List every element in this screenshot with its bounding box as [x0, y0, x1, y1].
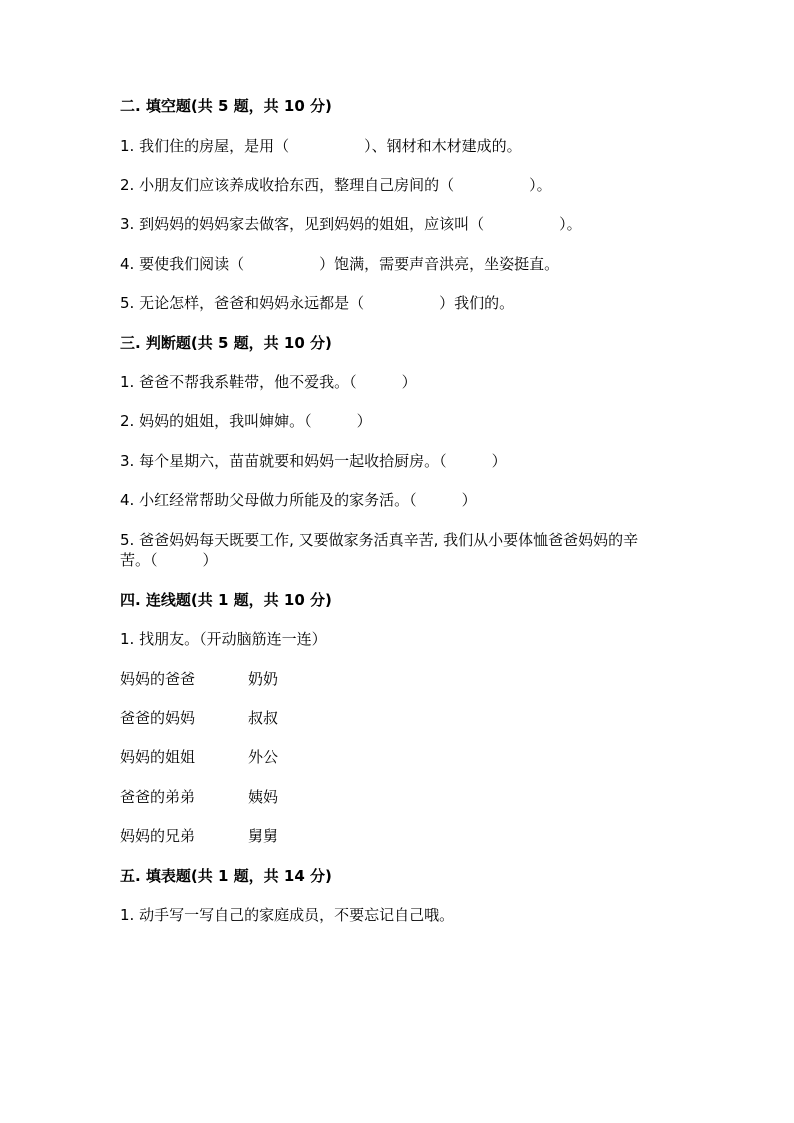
judge-question-4: 4. 小红经常帮助父母做力所能及的家务活。（ ）: [120, 491, 477, 509]
fill-question-2: 2. 小朋友们应该养成收拾东西，整理自己房间的（ ）。: [120, 176, 552, 194]
match-left-item: 妈妈的兄弟: [120, 827, 196, 845]
match-right-item: 叔叔: [248, 709, 279, 727]
match-right-item: 外公: [248, 748, 279, 766]
section-3-heading: 三. 判断题(共 5 题，共 10 分): [120, 334, 332, 352]
fill-question-5: 5. 无论怎样，爸爸和妈妈永远都是（ ）我们的。: [120, 294, 515, 312]
judge-question-3: 3. 每个星期六，苗苗就要和妈妈一起收拾厨房。（ ）: [120, 452, 507, 470]
judge-question-2: 2. 妈妈的姐姐，我叫婶婶。（ ）: [120, 412, 372, 430]
match-left-item: 妈妈的爸爸: [120, 670, 196, 688]
fill-question-3: 3. 到妈妈的妈妈家去做客，见到妈妈的姐姐，应该叫（ ）。: [120, 215, 582, 233]
match-question-1: 1. 找朋友。（开动脑筋连一连）: [120, 630, 327, 648]
table-question-1: 1. 动手写一写自己的家庭成员，不要忘记自己哦。: [120, 906, 455, 924]
match-right-item: 奶奶: [248, 670, 279, 688]
section-4-heading: 四. 连线题(共 1 题，共 10 分): [120, 591, 332, 609]
match-left-item: 妈妈的姐姐: [120, 748, 196, 766]
section-5-heading: 五. 填表题(共 1 题，共 14 分): [120, 867, 332, 885]
match-right-item: 姨妈: [248, 788, 279, 806]
judge-question-5-line-1: 5. 爸爸妈妈每天既要工作, 又要做家务活真辛苦, 我们从小要体恤爸爸妈妈的辛: [120, 531, 639, 549]
match-left-item: 爸爸的妈妈: [120, 709, 196, 727]
section-2-heading: 二. 填空题(共 5 题，共 10 分): [120, 97, 332, 115]
match-right-item: 舅舅: [248, 827, 279, 845]
fill-question-4: 4. 要使我们阅读（ ）饱满，需要声音洪亮，坐姿挺直。: [120, 255, 560, 273]
fill-question-1: 1. 我们住的房屋，是用（ ）、钢材和木材建成的。: [120, 137, 522, 155]
judge-question-5-line-2: 苦。（ ）: [120, 551, 218, 569]
match-left-item: 爸爸的弟弟: [120, 788, 196, 806]
judge-question-1: 1. 爸爸不帮我系鞋带，他不爱我。（ ）: [120, 373, 417, 391]
